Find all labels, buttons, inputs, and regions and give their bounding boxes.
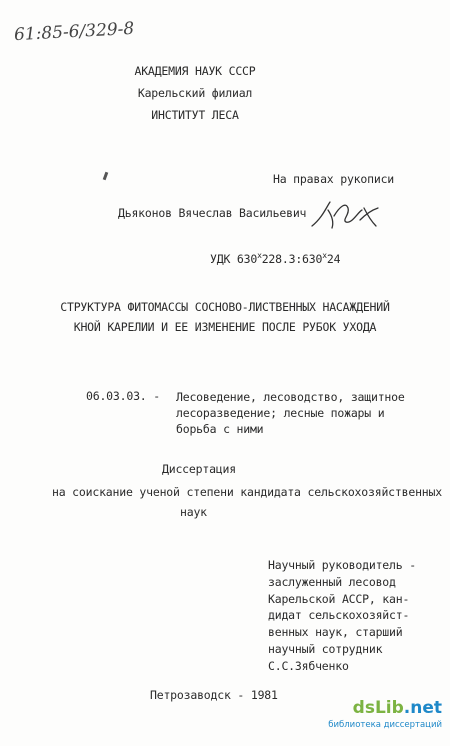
watermark-subtitle: библиотека диссертаций [328, 720, 442, 730]
udc-prefix: УДК 630 [210, 252, 258, 266]
degree-line-end: наук [180, 505, 207, 519]
author-name: Дьяконов Вячеслав Васильевич [118, 206, 307, 220]
institution-header [120, 64, 270, 123]
city-year: Петрозаводск - 1981 [150, 688, 278, 702]
udc-sup-2: x [322, 251, 327, 260]
manuscript-rights-note: На правах рукописи [273, 172, 395, 186]
handwritten-catalog-code: 61:85-6/329-8 [13, 18, 135, 46]
supervisor-line-3: Карельской АССР, кан- [268, 591, 410, 606]
dissertation-label: Диссертация [162, 462, 236, 476]
header-institute: ИНСТИТУТ ЛЕСА [151, 108, 239, 122]
udc-code [210, 251, 341, 266]
specialty-line-2: лесоразведение; лесные пожары и [176, 406, 385, 420]
supervisor-line-2: заслуженный лесовод [268, 574, 396, 589]
supervisor-name: С.С.Зябченко [268, 658, 349, 673]
header-branch: Карельский филиал [137, 86, 253, 100]
supervisor-line-5: венных наук, старший [268, 625, 403, 640]
dslib-watermark [328, 698, 442, 736]
specialty-line-3: борьба с ними [176, 422, 264, 436]
ink-mark [103, 172, 109, 181]
specialty-code: 06.03.03. - [86, 389, 160, 403]
specialty-line-1: Лесоведение, лесоводство, защитное [176, 390, 405, 404]
specialty-description [176, 389, 405, 437]
title-line-1: СТРУКТУРА ФИТОМАССЫ СОСНОВО-ЛИСТВЕННЫХ НАСАЖДЕНИЙ [60, 300, 390, 314]
title-line-2: КНОЙ КАРЕЛИИ И ЕЕ ИЗМЕНЕНИЕ ПОСЛЕ РУБОК УХОДА [73, 320, 377, 334]
degree-line: на соискание ученой степени кандидата сельскохозяйственных [52, 485, 442, 499]
supervisor-line-4: дидат сельскохозяйст- [268, 608, 410, 623]
dissertation-title [40, 297, 410, 337]
supervisor-block [268, 557, 416, 675]
header-academy: АКАДЕМИЯ НАУК СССР [134, 64, 256, 78]
dslib-logo: dsLib.net [352, 698, 442, 718]
udc-middle: 228.3:630 [261, 252, 323, 266]
signature-icon [308, 196, 380, 236]
udc-sup-1: x [257, 251, 262, 260]
supervisor-line-1: Научный руководитель - [268, 558, 416, 572]
supervisor-line-6: научный сотрудник [268, 641, 383, 656]
udc-suffix: 24 [326, 252, 341, 266]
